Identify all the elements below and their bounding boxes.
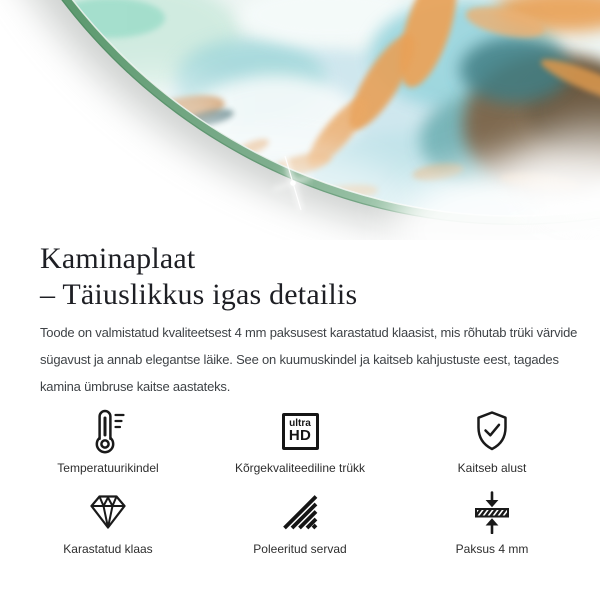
diamond-icon: [88, 488, 128, 536]
product-photo: [0, 0, 600, 240]
page-title-line1: Kaminaplaat: [40, 242, 196, 275]
feature-label: Paksus 4 mm: [455, 542, 529, 556]
feature-protects-base: [396, 407, 588, 475]
feature-label: Karastatud klaas: [63, 542, 153, 556]
thermometer-icon: [87, 407, 129, 455]
feature-label: Temperatuurikindel: [57, 461, 159, 475]
ultra-hd-text-top: ultra: [289, 418, 311, 429]
ultra-hd-text-bottom: HD: [288, 427, 312, 444]
polished-edges-icon: [281, 488, 319, 536]
feature-label: Kaitseb alust: [457, 461, 527, 475]
thickness-press-icon: [472, 488, 512, 536]
feature-label: Poleeritud servad: [253, 542, 347, 556]
product-description: Toode on valmistatud kvaliteetsest 4 mm paksusest karastatud klaasist, mis rõhutab trüki värvide sügavust ja annab elegantse läike. See on kuumuskindel ja kaitseb kahjustuste eest, tagades kamina ümbruse kaitse aastateks.: [40, 325, 578, 394]
feature-tempered-glass: [12, 488, 204, 556]
glass-disc-illustration: [0, 0, 600, 240]
shield-check-icon: [472, 407, 512, 455]
feature-polished-edges: [204, 488, 396, 556]
features-grid: [12, 407, 588, 556]
page-title: [40, 241, 560, 313]
feature-thickness: [396, 488, 588, 556]
ultra-hd-icon: [282, 407, 319, 455]
feature-temperature-resistant: [12, 407, 204, 475]
feature-label: Kõrgekvaliteediline trükk: [234, 461, 366, 475]
page-title-line2: – Täiuslikkus igas detailis: [40, 278, 358, 311]
feature-high-quality-print: [204, 407, 396, 475]
